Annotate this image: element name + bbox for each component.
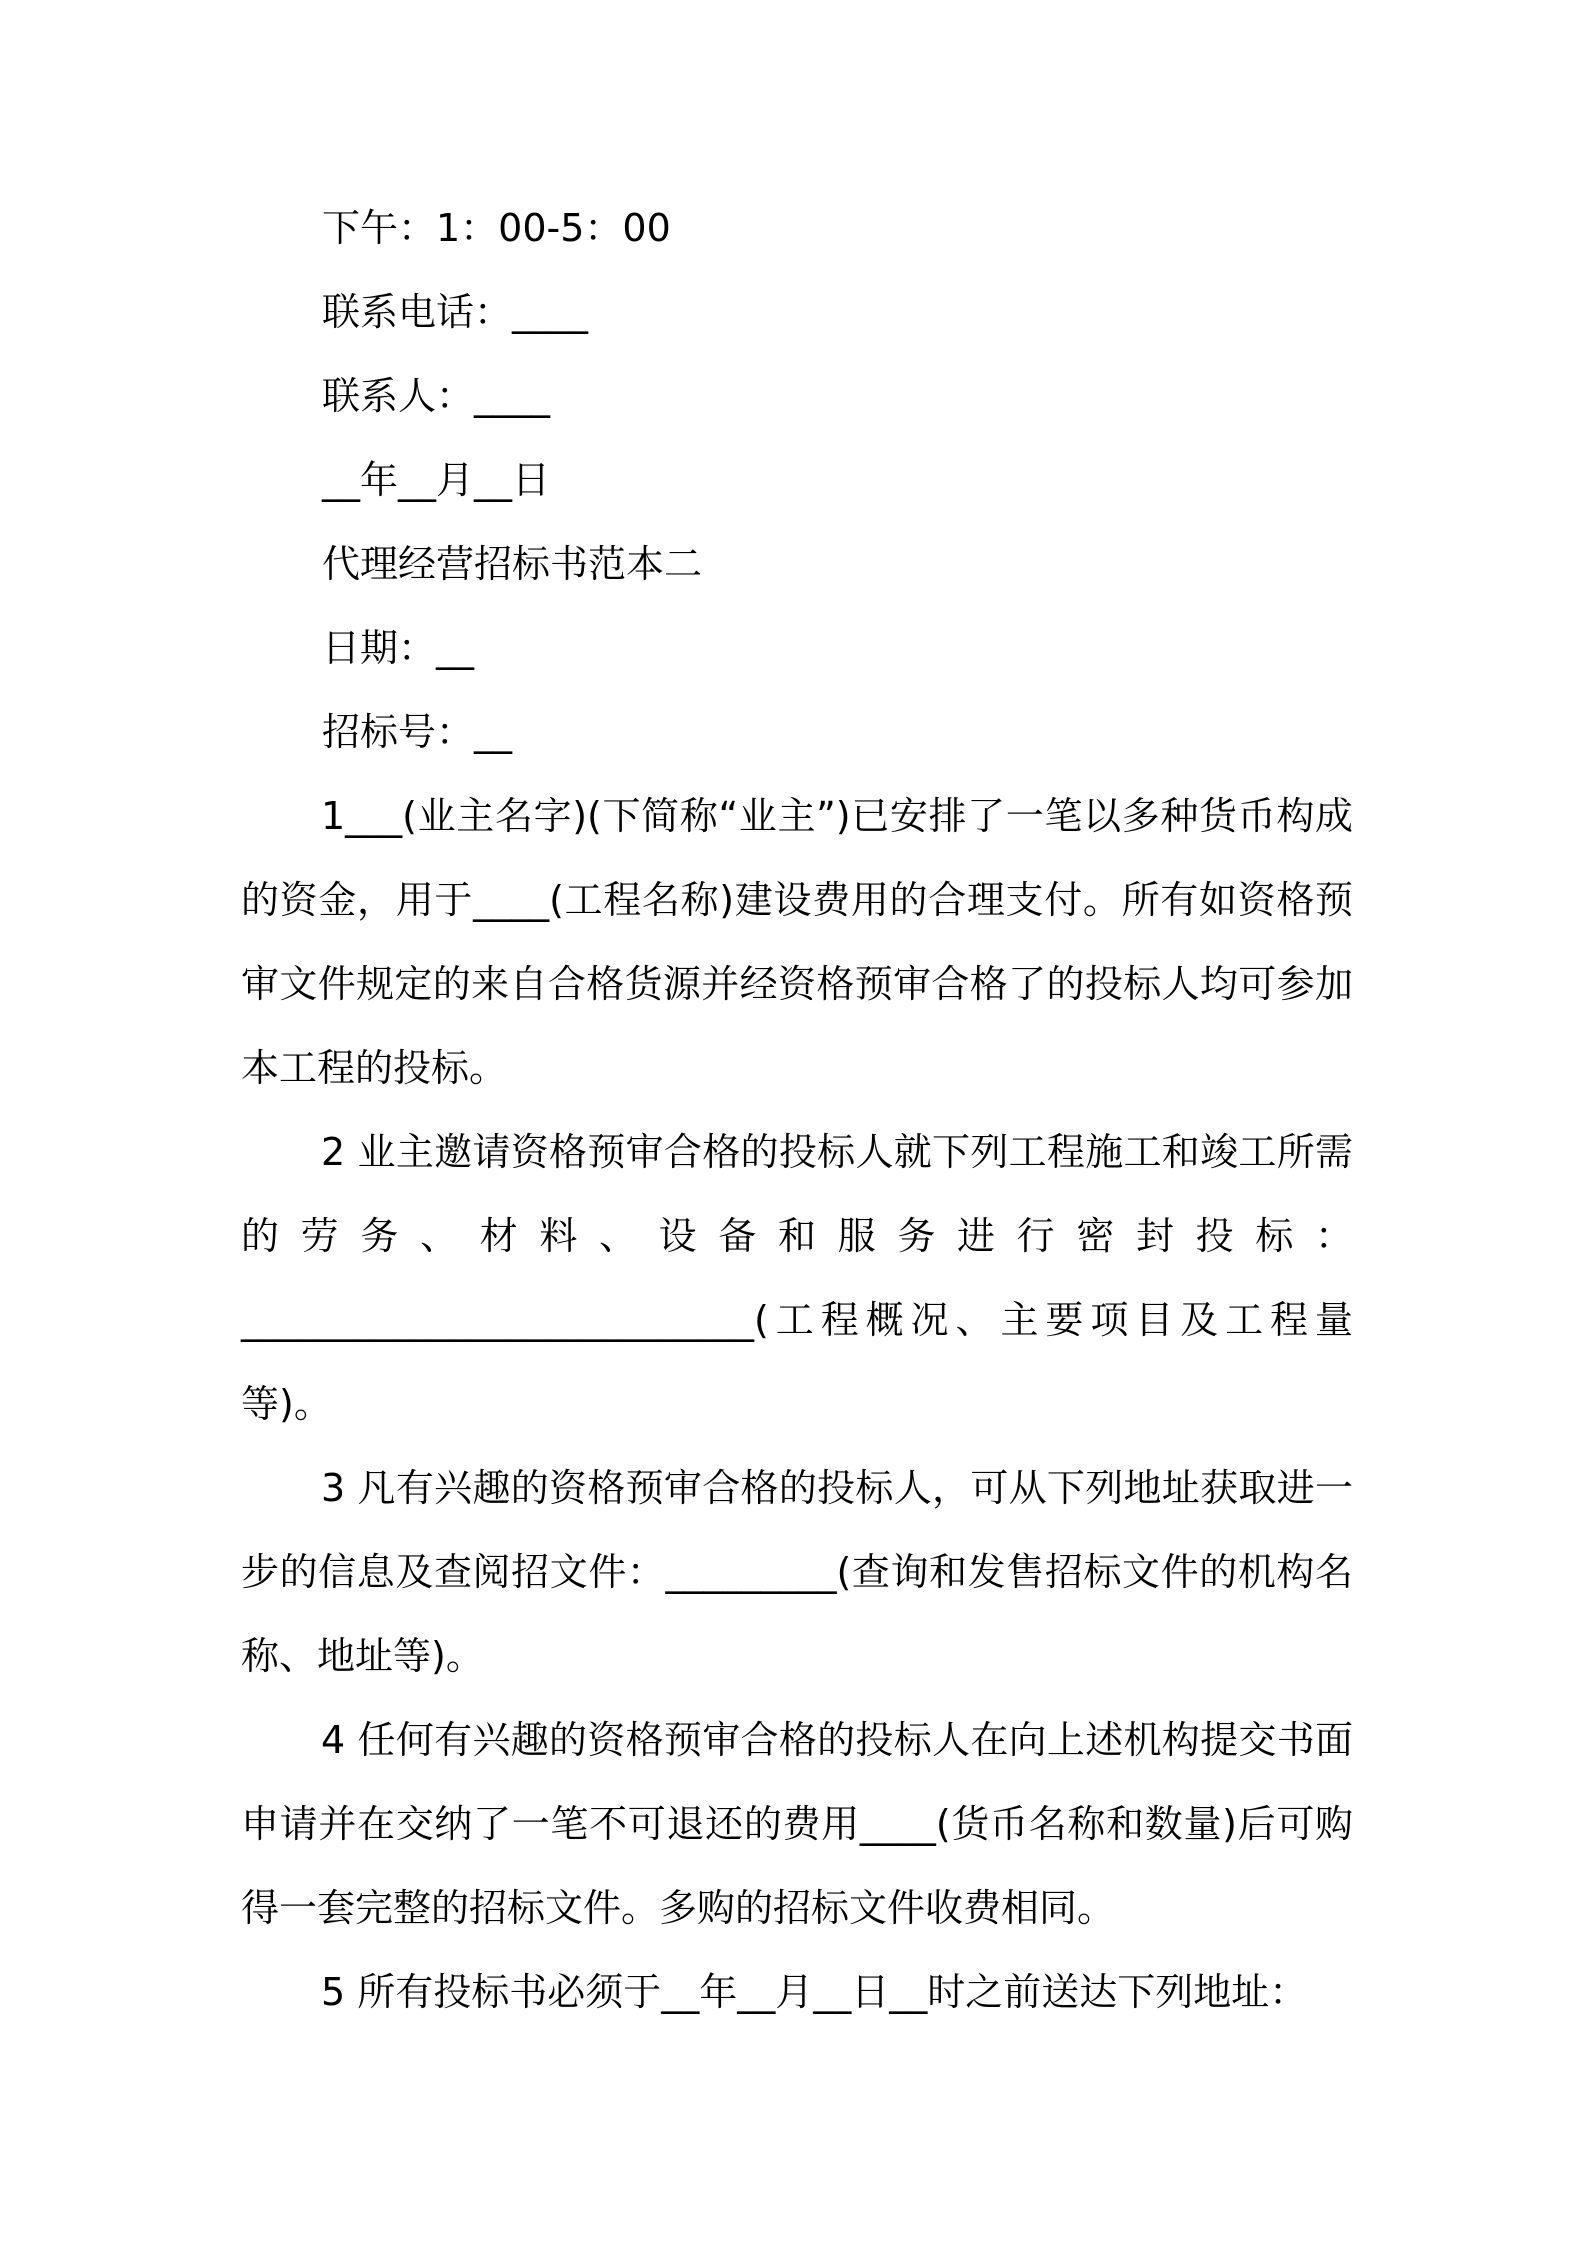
paragraph-5: 5 所有投标书必须于__年__月__日__时之前送达下列地址： [321,1970,1308,2014]
date-blank-line: __年__月__日 [322,458,551,502]
contact-person-line: 联系人：____ [322,374,551,418]
afternoon-hours-line: 下午：1：00-5：00 [322,206,671,250]
paragraph-3: 3 凡有兴趣的资格预审合格的投标人，可从下列地址获取进一步的信息及查阅招文件：_________(查询和发售招标文件的机构名称、地址等)。 [241,1466,1353,1678]
date-label-line: 日期：__ [322,626,475,670]
paragraph-2: 2 业主邀请资格预审合格的投标人就下列工程施工和竣工所需的劳务、材料、设备和服务进行密封投标：___________________________(工程概况、主要项目及工程量等)。 [241,1130,1353,1426]
paragraph-1: 1___(业主名字)(下简称“业主”)已安排了一笔以多种货币构成的资金，用于____(工程名称)建设费用的合理支付。所有如资格预审文件规定的来自合格货源并经资格预审合格了的投标人均可参加本工程的投标。 [241,794,1353,1090]
paragraph-4: 4 任何有兴趣的资格预审合格的投标人在向上述机构提交书面申请并在交纳了一笔不可退还的费用____(货币名称和数量)后可购得一套完整的招标文件。多购的招标文件收费相同。 [241,1718,1353,1930]
contact-phone-line: 联系电话：____ [322,290,589,334]
bid-number-line: 招标号：__ [322,710,513,754]
section-title: 代理经营招标书范本二 [322,542,703,586]
